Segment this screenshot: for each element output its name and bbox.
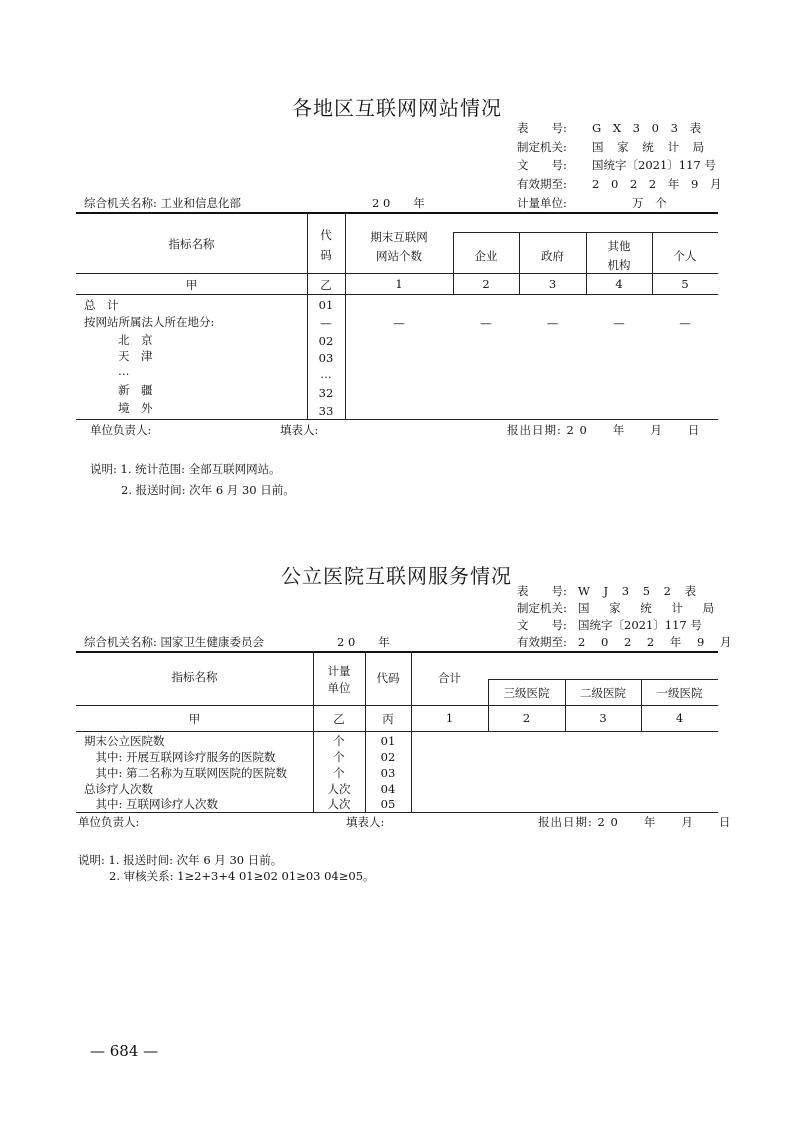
- row-dash: —: [546, 316, 559, 330]
- table1-bottom-rule: [76, 419, 718, 420]
- header-total: 合计: [438, 671, 461, 685]
- meta-label: 有效期至:: [517, 635, 567, 649]
- header-enterprise: 企业: [474, 249, 498, 263]
- note: 说明: 1. 报送时间: 次年 6 月 30 日前。: [78, 853, 283, 867]
- table1-title: 各地区互联网网站情况: [292, 96, 502, 120]
- table2-subheader-rule: [488, 679, 718, 680]
- table1-year: 2 0 年: [372, 196, 425, 210]
- table1-index-rule: [76, 294, 718, 295]
- index-cell: 3: [599, 711, 607, 725]
- row-name: 其中: 开展互联网诊疗服务的医院数: [84, 750, 276, 764]
- index-cell: 3: [548, 277, 557, 291]
- table2-year: 2 0 年: [337, 635, 390, 649]
- page-number: — 684 —: [90, 1042, 159, 1060]
- index-cell: 1: [445, 711, 454, 725]
- header-code: 代码: [376, 671, 400, 685]
- index-cell: 2: [482, 277, 490, 291]
- table1-header-rule: [76, 273, 718, 274]
- row-dash: —: [679, 316, 691, 330]
- row-dash: —: [480, 316, 492, 330]
- row-name: 总诊疗人次数: [84, 782, 153, 796]
- row-code: —: [320, 316, 332, 330]
- row-unit: 个: [333, 750, 345, 764]
- table2-bottom-rule: [76, 812, 718, 813]
- header-other: 其他: [607, 239, 631, 253]
- row-name: 期末公立医院数: [84, 734, 165, 748]
- row-dash: —: [393, 316, 405, 330]
- row-name: 其中: 第二名称为互联网医院的医院数: [84, 766, 288, 780]
- row-code: 04: [380, 782, 396, 796]
- meta-value: G X 3 0 3 表: [592, 121, 706, 135]
- index-cell: 乙: [333, 712, 345, 726]
- meta-label: 计量单位:: [517, 196, 567, 210]
- header-unit: 计量: [327, 664, 351, 678]
- footer-filler: 填表人:: [280, 423, 319, 437]
- meta-value: 2 0 2 2 年 9 月: [592, 177, 726, 191]
- index-cell: 乙: [320, 278, 332, 292]
- footer-filler: 填表人:: [346, 815, 385, 829]
- row-code: 02: [380, 750, 396, 764]
- row-code: 05: [380, 797, 396, 811]
- note: 说明: 1. 统计范围: 全部互联网网站。: [90, 462, 281, 476]
- table1-top-rule: [76, 212, 718, 214]
- meta-value: 国统字〔2021〕117 号: [578, 618, 702, 632]
- row-name: 境 外: [118, 401, 153, 415]
- row-name: 新 疆: [118, 383, 153, 397]
- table2-org: 综合机关名称: 国家卫生健康委员会: [84, 635, 265, 649]
- header-name: 指标名称: [171, 670, 218, 684]
- meta-label: 表 号:: [517, 584, 567, 598]
- row-code: 32: [318, 386, 334, 400]
- row-code: 01: [318, 298, 334, 312]
- meta-value: 2 0 2 2 年 9 月: [578, 635, 738, 649]
- header-level2: 二级医院: [580, 686, 626, 700]
- header-government: 政府: [541, 249, 564, 263]
- row-code: 01: [380, 734, 396, 748]
- meta-value: 国 家 统 计 局: [578, 601, 723, 615]
- footer-head: 单位负责人:: [90, 423, 152, 437]
- meta-label: 文 号:: [517, 618, 567, 632]
- header-code: 码: [320, 248, 332, 262]
- footer-head: 单位负责人:: [78, 815, 140, 829]
- header-other: 机构: [607, 258, 631, 272]
- index-cell: 4: [615, 277, 623, 291]
- row-dash: —: [613, 316, 625, 330]
- row-code: …: [320, 367, 332, 381]
- note: 2. 审核关系: 1≥2+3+4 01≥02 01≥03 04≥05。: [109, 869, 375, 883]
- footer-date: 报出日期: 2 0 年 月 日: [507, 423, 701, 437]
- row-name: …: [118, 364, 130, 378]
- header-unit: 单位: [327, 681, 351, 695]
- table2-top-rule: [76, 651, 718, 653]
- footer-date: 报出日期: 2 0 年 月 日: [538, 815, 732, 829]
- header-personal: 个人: [673, 249, 697, 263]
- meta-value: W J 3 5 2 表: [578, 584, 702, 598]
- note: 2. 报送时间: 次年 6 月 30 日前。: [121, 483, 295, 497]
- index-cell: 丙: [382, 712, 394, 726]
- meta-value: 国统字〔2021〕117 号: [592, 158, 716, 172]
- header-code: 代: [320, 228, 332, 242]
- row-unit: 个: [333, 734, 345, 748]
- row-code: 33: [318, 404, 334, 418]
- row-unit: 人次: [327, 797, 351, 811]
- index-cell: 5: [681, 277, 689, 291]
- row-name: 北 京: [118, 333, 153, 347]
- header-name: 指标名称: [168, 237, 215, 251]
- index-cell: 甲: [188, 712, 201, 726]
- table2-title: 公立医院互联网服务情况: [281, 564, 512, 588]
- row-code: 03: [318, 351, 334, 365]
- meta-value: 国 家 统 计 局: [592, 140, 710, 154]
- row-name: 天 津: [118, 349, 153, 363]
- header-count: 期末互联网: [370, 230, 428, 244]
- meta-label: 文 号:: [517, 158, 567, 172]
- row-unit: 人次: [327, 782, 351, 796]
- index-cell: 2: [522, 711, 531, 725]
- row-code: 02: [318, 334, 334, 348]
- row-name: 其中: 互联网诊疗人次数: [84, 797, 219, 811]
- header-level3: 三级医院: [503, 686, 550, 700]
- table1-org: 综合机关名称: 工业和信息化部: [84, 196, 242, 210]
- index-cell: 4: [675, 711, 684, 725]
- meta-value: 万 个: [632, 196, 671, 210]
- meta-label: 表 号:: [517, 121, 567, 135]
- row-name: 总 计: [84, 298, 119, 312]
- row-name: 按网站所属法人所在地分:: [84, 315, 215, 329]
- row-code: 03: [380, 766, 396, 780]
- index-cell: 甲: [185, 278, 198, 292]
- meta-label: 制定机关:: [517, 140, 567, 154]
- table2-header-rule: [76, 705, 718, 706]
- header-count: 网站个数: [376, 249, 422, 263]
- meta-label: 制定机关:: [517, 601, 567, 615]
- meta-label: 有效期至:: [517, 177, 567, 191]
- index-cell: 1: [395, 277, 403, 291]
- table2-index-rule: [76, 731, 718, 732]
- row-unit: 个: [333, 766, 345, 780]
- header-level1: 一级医院: [656, 686, 703, 700]
